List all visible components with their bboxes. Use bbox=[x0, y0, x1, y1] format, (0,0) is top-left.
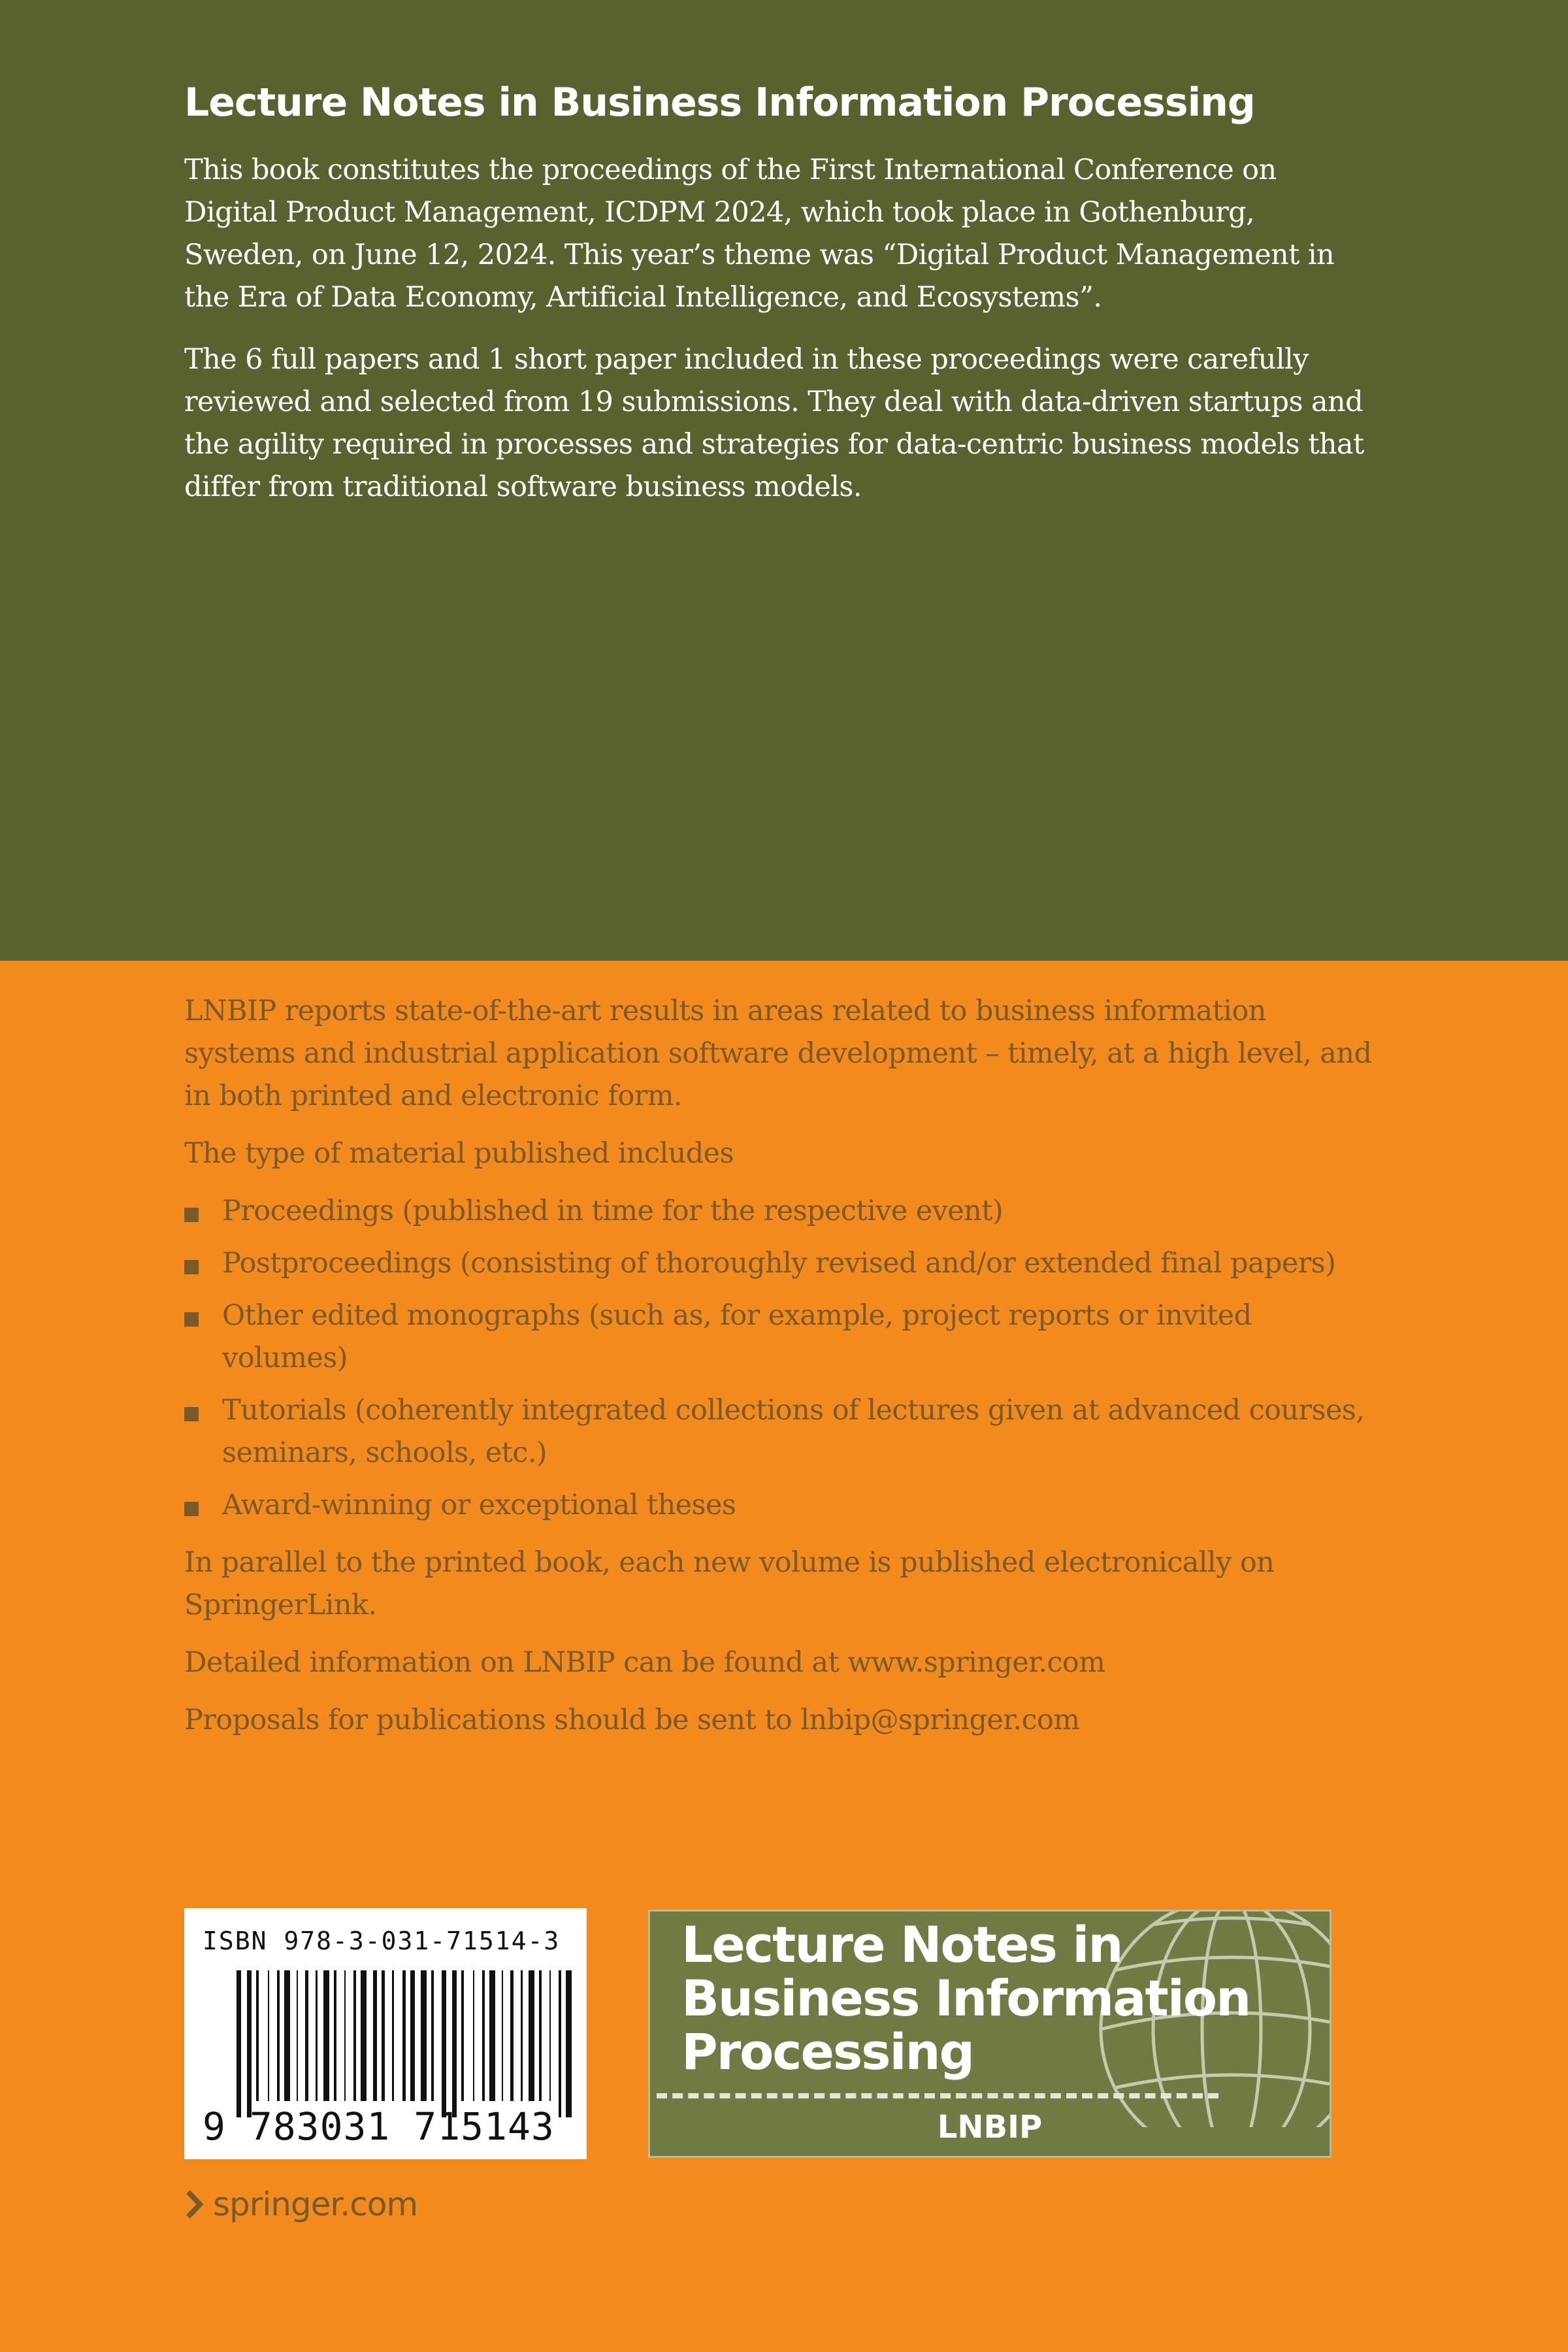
square-bullet-icon bbox=[184, 1502, 199, 1516]
publisher-site bbox=[184, 2181, 417, 2227]
barcode-bar bbox=[392, 1970, 393, 2101]
series-title: Lecture Notes in Business Information Processing bbox=[184, 80, 1255, 125]
proposals-note: Proposals for publications should be sent to lnbip@springer.com bbox=[184, 1704, 1080, 1736]
barcode-bar bbox=[431, 1970, 434, 2101]
barcode-bar bbox=[549, 1970, 551, 2101]
list-item bbox=[184, 1484, 1373, 1527]
barcode-bar bbox=[559, 1970, 561, 2117]
barcode-bar bbox=[442, 1970, 446, 2117]
barcode-bar bbox=[452, 1970, 457, 2117]
barcode-bar bbox=[268, 1970, 269, 2101]
barcode-bar bbox=[489, 1970, 495, 2101]
square-bullet-icon bbox=[184, 1312, 199, 1327]
barcode-bar bbox=[277, 1970, 280, 2101]
description-paragraph: This book constitutes the proceedings of the First International Conference on Digital Product Management, ICDPM 2024, which took place in Gothenburg, Sweden, on June 12, 2024. This year’s theme was “Digital Product Management in the Era of Data Economy, Artificial Intelligence, and Ecosystems”. bbox=[184, 154, 1335, 314]
list-item bbox=[184, 1389, 1373, 1474]
barcode-bar bbox=[297, 1970, 298, 2101]
barcode-bar bbox=[344, 1970, 346, 2101]
square-bullet-icon bbox=[184, 1260, 199, 1274]
barcode-bar bbox=[334, 1970, 336, 2101]
isbn-barcode bbox=[184, 1908, 587, 2159]
list-item-text: Award-winning or exceptional theses bbox=[222, 1489, 736, 1521]
list-item-text: Proceedings (published in time for the respective event) bbox=[222, 1195, 1004, 1227]
barcode-bar bbox=[361, 1970, 367, 2101]
barcode-bar bbox=[373, 1970, 378, 2101]
logo-title-line: Processing bbox=[681, 2023, 974, 2081]
material-heading: The type of material published includes bbox=[184, 1137, 734, 1170]
barcode-bar bbox=[421, 1970, 427, 2101]
barcode-bar bbox=[284, 1970, 290, 2101]
logo-abbreviation: LNBIP bbox=[937, 2109, 1043, 2145]
barcode-bar bbox=[521, 1970, 522, 2101]
parallel-publication-note: In parallel to the printed book, each new volume is published electronically on SpringerLink. bbox=[184, 1546, 1275, 1621]
list-item-text: Tutorials (coherently integrated collections of lectures given at advanced courses, seminars, schools, etc.) bbox=[222, 1394, 1365, 1469]
barcode-bar bbox=[461, 1970, 464, 2101]
isbn-label: ISBN 978-3-031-71514-3 bbox=[203, 1927, 561, 1955]
series-logo bbox=[648, 1910, 1331, 2158]
barcode-bar bbox=[410, 1970, 415, 2101]
barcode-bar bbox=[256, 1970, 259, 2101]
list-item-text: Postproceedings (consisting of thoroughly revised and/or extended final papers) bbox=[222, 1247, 1336, 1280]
book-description bbox=[184, 149, 1373, 528]
barcode-bar bbox=[566, 1970, 572, 2117]
square-bullet-icon bbox=[184, 1407, 199, 1421]
barcode-bar bbox=[247, 1970, 252, 2117]
barcode-bar bbox=[382, 1970, 384, 2101]
logo-divider bbox=[657, 2093, 1218, 2098]
logo-title bbox=[681, 1915, 1250, 2081]
barcode-bars bbox=[237, 1970, 570, 2101]
site-url: springer.com bbox=[213, 2185, 418, 2223]
barcode-bar bbox=[529, 1970, 534, 2101]
detailed-info-note: Detailed information on LNBIP can be found at www.springer.com bbox=[184, 1646, 1105, 1679]
list-item bbox=[184, 1242, 1373, 1285]
logo-title-line: Business Information bbox=[681, 1969, 1250, 2027]
description-paragraph: The 6 full papers and 1 short paper included in these proceedings were carefully reviewed and selected from 19 submissions. They deal with data-driven startups and the agility required in processes and strategies for data-centric business models that differ from traditional software business models. bbox=[184, 343, 1364, 503]
series-intro: LNBIP reports state-of-the-art results in areas related to business information systems and industrial application software development – timely, at a high level, and in both printed and electronic form. bbox=[184, 995, 1372, 1112]
list-item bbox=[184, 1295, 1373, 1380]
barcode-bar bbox=[316, 1970, 317, 2101]
barcode-bar bbox=[482, 1970, 485, 2101]
series-info bbox=[184, 990, 1373, 1757]
barcode-bar bbox=[237, 1970, 241, 2117]
logo-title-line: Lecture Notes in bbox=[681, 1915, 1122, 1974]
barcode-bar bbox=[502, 1970, 503, 2101]
barcode-digits: 9 783031 715143 bbox=[203, 2104, 555, 2149]
top-panel bbox=[0, 0, 1568, 961]
square-bullet-icon bbox=[184, 1208, 199, 1222]
barcode-bar bbox=[353, 1970, 356, 2101]
barcode-bar bbox=[305, 1970, 308, 2101]
list-item bbox=[184, 1190, 1373, 1233]
list-item-text: Other edited monographs (such as, for example, project reports or invited volumes) bbox=[222, 1299, 1252, 1374]
material-list bbox=[184, 1190, 1373, 1527]
barcode-bar bbox=[539, 1970, 542, 2101]
barcode-bar bbox=[510, 1970, 513, 2101]
barcode-bar bbox=[323, 1970, 329, 2101]
barcode-bar bbox=[402, 1970, 405, 2101]
chevron-right-icon bbox=[184, 2189, 204, 2219]
barcode-bar bbox=[473, 1970, 474, 2101]
